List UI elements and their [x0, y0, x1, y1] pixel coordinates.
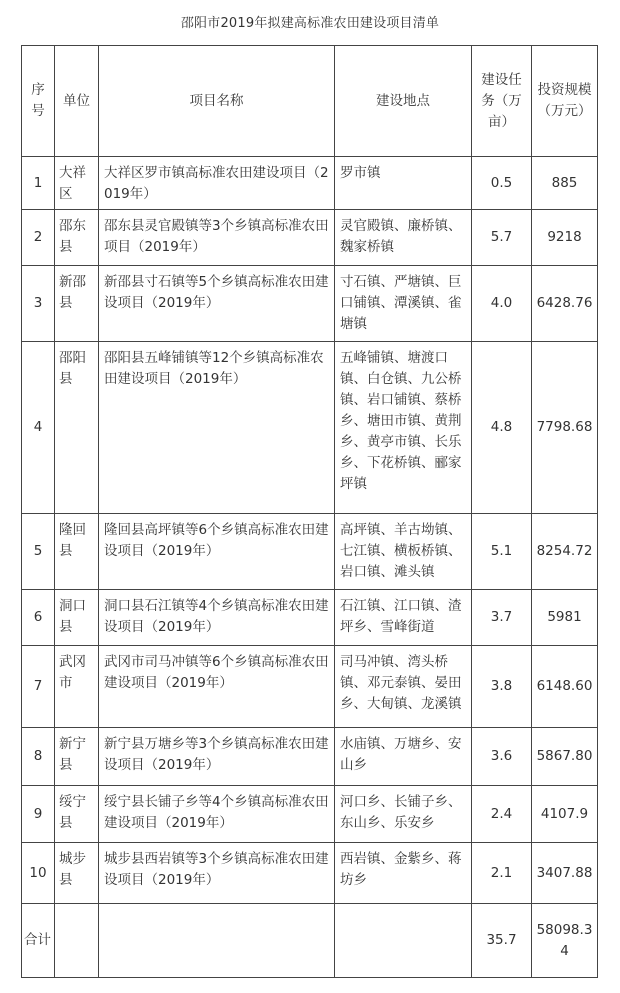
cell-unit: 洞口县	[55, 590, 99, 646]
cell-investment: 9218	[532, 210, 598, 266]
cell-place: 石江镇、江口镇、渣坪乡、雪峰街道	[335, 590, 472, 646]
cell-task: 4.8	[472, 342, 532, 514]
cell-place: 司马冲镇、湾头桥镇、邓元泰镇、晏田乡、大甸镇、龙溪镇	[335, 646, 472, 728]
cell-place: 西岩镇、金紫乡、蒋坊乡	[335, 843, 472, 904]
total-label: 合计	[22, 904, 55, 978]
header-unit: 单位	[55, 46, 99, 157]
table-row	[22, 210, 598, 266]
cell-investment: 4107.9	[532, 786, 598, 843]
cell-place: 五峰铺镇、塘渡口镇、白仓镇、九公桥镇、岩口铺镇、蔡桥乡、塘田市镇、黄荆乡、黄亭市镇、长乐乡、下花桥镇、郦家坪镇	[335, 342, 472, 514]
cell-investment: 6428.76	[532, 266, 598, 342]
cell-task: 3.6	[472, 728, 532, 786]
header-investment: 投资规模（万元）	[532, 46, 598, 157]
cell-name: 隆回县高坪镇等6个乡镇高标准农田建设项目（2019年）	[99, 514, 335, 590]
cell-name: 武冈市司马冲镇等6个乡镇高标准农田建设项目（2019年）	[99, 646, 335, 728]
cell-task: 3.7	[472, 590, 532, 646]
cell-name: 邵阳县五峰铺镇等12个乡镇高标准农田建设项目（2019年）	[99, 342, 335, 514]
cell-unit: 新邵县	[55, 266, 99, 342]
cell-no: 10	[22, 843, 55, 904]
table-row	[22, 157, 598, 210]
cell-no: 6	[22, 590, 55, 646]
cell-no: 5	[22, 514, 55, 590]
cell-unit: 武冈市	[55, 646, 99, 728]
cell-no: 8	[22, 728, 55, 786]
cell-name: 绥宁县长铺子乡等4个乡镇高标准农田建设项目（2019年）	[99, 786, 335, 843]
header-task: 建设任务（万亩）	[472, 46, 532, 157]
cell-name: 新宁县万塘乡等3个乡镇高标准农田建设项目（2019年）	[99, 728, 335, 786]
cell-task: 5.1	[472, 514, 532, 590]
cell-place: 灵官殿镇、廉桥镇、魏家桥镇	[335, 210, 472, 266]
cell-unit: 城步县	[55, 843, 99, 904]
cell-place: 河口乡、长铺子乡、东山乡、乐安乡	[335, 786, 472, 843]
cell-investment: 885	[532, 157, 598, 210]
cell-task: 5.7	[472, 210, 532, 266]
cell-unit: 大祥区	[55, 157, 99, 210]
table-row	[22, 786, 598, 843]
table-row	[22, 514, 598, 590]
cell-name: 邵东县灵官殿镇等3个乡镇高标准农田项目（2019年）	[99, 210, 335, 266]
header-place: 建设地点	[335, 46, 472, 157]
cell-no: 9	[22, 786, 55, 843]
total-name	[99, 904, 335, 978]
cell-task: 4.0	[472, 266, 532, 342]
header-name: 项目名称	[99, 46, 335, 157]
cell-no: 1	[22, 157, 55, 210]
cell-name: 新邵县寸石镇等5个乡镇高标准农田建设项目（2019年）	[99, 266, 335, 342]
cell-investment: 3407.88	[532, 843, 598, 904]
page-title: 邵阳市2019年拟建高标准农田建设项目清单	[180, 16, 440, 31]
cell-name: 城步县西岩镇等3个乡镇高标准农田建设项目（2019年）	[99, 843, 335, 904]
total-unit	[55, 904, 99, 978]
table-row	[22, 266, 598, 342]
cell-unit: 邵东县	[55, 210, 99, 266]
table-row	[22, 728, 598, 786]
table-row	[22, 342, 598, 514]
cell-investment: 7798.68	[532, 342, 598, 514]
cell-place: 水庙镇、万塘乡、安山乡	[335, 728, 472, 786]
cell-investment: 5867.80	[532, 728, 598, 786]
cell-no: 2	[22, 210, 55, 266]
cell-name: 洞口县石江镇等4个乡镇高标准农田建设项目（2019年）	[99, 590, 335, 646]
table-row	[22, 646, 598, 728]
cell-unit: 新宁县	[55, 728, 99, 786]
cell-investment: 6148.60	[532, 646, 598, 728]
cell-investment: 8254.72	[532, 514, 598, 590]
total-investment: 58098.34	[532, 904, 598, 978]
header-no: 序号	[22, 46, 55, 157]
cell-no: 4	[22, 342, 55, 514]
cell-name: 大祥区罗市镇高标准农田建设项目（2019年）	[99, 157, 335, 210]
cell-place: 罗市镇	[335, 157, 472, 210]
cell-task: 2.4	[472, 786, 532, 843]
total-row	[22, 904, 598, 978]
table-row	[22, 843, 598, 904]
cell-no: 3	[22, 266, 55, 342]
cell-task: 3.8	[472, 646, 532, 728]
cell-unit: 邵阳县	[55, 342, 99, 514]
cell-task: 2.1	[472, 843, 532, 904]
total-place	[335, 904, 472, 978]
cell-investment: 5981	[532, 590, 598, 646]
cell-unit: 隆回县	[55, 514, 99, 590]
cell-place: 寸石镇、严塘镇、巨口铺镇、潭溪镇、雀塘镇	[335, 266, 472, 342]
cell-unit: 绥宁县	[55, 786, 99, 843]
project-table	[21, 45, 598, 978]
total-task: 35.7	[472, 904, 532, 978]
cell-no: 7	[22, 646, 55, 728]
table-row	[22, 590, 598, 646]
table-header-row	[22, 46, 598, 157]
cell-task: 0.5	[472, 157, 532, 210]
cell-place: 高坪镇、羊古坳镇、七江镇、横板桥镇、岩口镇、滩头镇	[335, 514, 472, 590]
